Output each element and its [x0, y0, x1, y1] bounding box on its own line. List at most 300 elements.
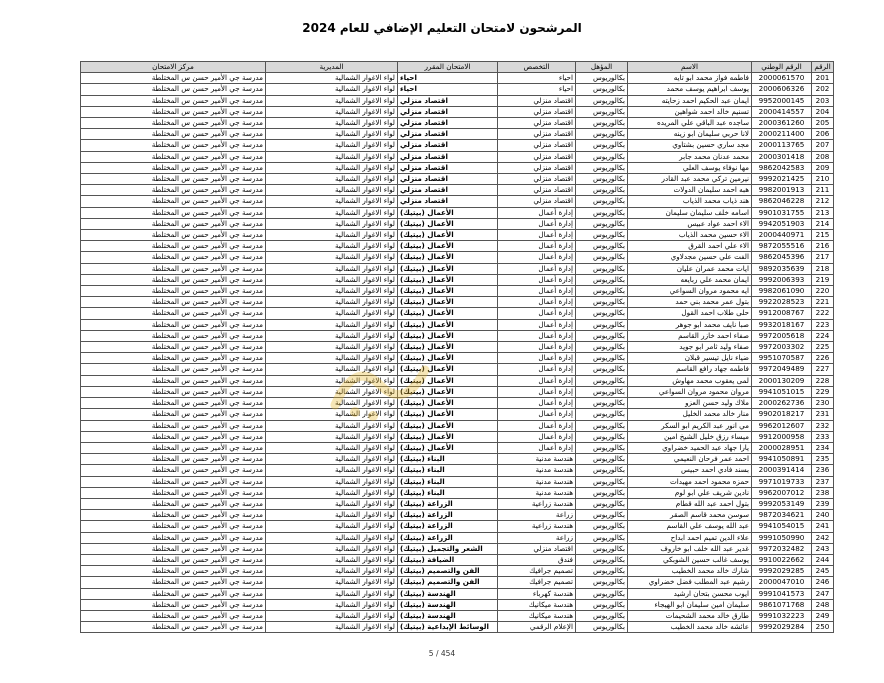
- cell-directorate: لواء الاغوار الشمالية: [266, 353, 398, 364]
- cell-exam-center: مدرسة جي الأمير حسن س المختلطة: [81, 319, 266, 330]
- cell-specialization: تصميم جرافيك: [498, 577, 576, 588]
- cell-exam: الأعمال (بيتيك): [398, 207, 498, 218]
- col-header-name: الاسم: [628, 62, 752, 73]
- cell-directorate: لواء الاغوار الشمالية: [266, 241, 398, 252]
- cell-national-id: 9962012607: [752, 420, 812, 431]
- cell-num: 224: [812, 330, 834, 341]
- cell-national-id: 2000113765: [752, 140, 812, 151]
- cell-qualification: بكالوريوس: [576, 263, 628, 274]
- cell-exam: الهندسة (بيتيك): [398, 610, 498, 621]
- cell-qualification: بكالوريوس: [576, 95, 628, 106]
- cell-directorate: لواء الاغوار الشمالية: [266, 230, 398, 241]
- cell-name: حلى طلاب احمد القول: [628, 308, 752, 319]
- cell-name: صفاء وليد ثامر ابو جويد: [628, 342, 752, 353]
- table-row: [81, 442, 834, 453]
- cell-national-id: 9991050990: [752, 532, 812, 543]
- cell-exam: الأعمال (بيتيك): [398, 297, 498, 308]
- cell-exam-center: مدرسة جي الأمير حسن س المختلطة: [81, 364, 266, 375]
- cell-national-id: 9872034621: [752, 510, 812, 521]
- cell-exam: احياء: [398, 73, 498, 84]
- cell-exam-center: مدرسة جي الأمير حسن س المختلطة: [81, 554, 266, 565]
- cell-qualification: بكالوريوس: [576, 241, 628, 252]
- table-row: [81, 398, 834, 409]
- cell-directorate: لواء الاغوار الشمالية: [266, 342, 398, 353]
- cell-specialization: إدارة أعمال: [498, 308, 576, 319]
- cell-exam-center: مدرسة جي الأمير حسن س المختلطة: [81, 286, 266, 297]
- cell-num: 250: [812, 622, 834, 633]
- cell-exam-center: مدرسة جي الأمير حسن س المختلطة: [81, 241, 266, 252]
- cell-exam: الأعمال (بيتيك): [398, 263, 498, 274]
- cell-exam-center: مدرسة جي الأمير حسن س المختلطة: [81, 599, 266, 610]
- cell-directorate: لواء الاغوار الشمالية: [266, 577, 398, 588]
- table-row: [81, 622, 834, 633]
- cell-exam-center: مدرسة جي الأمير حسن س المختلطة: [81, 151, 266, 162]
- cell-name: علاء الدين تميم احمد ابداح: [628, 532, 752, 543]
- cell-name: فاطمه فواز محمد ابو تايه: [628, 73, 752, 84]
- cell-name: ملاك وليد حسن العزو: [628, 398, 752, 409]
- cell-name: يوسف ابراهيم يوسف محمد: [628, 84, 752, 95]
- col-header-center: مركز الامتحان: [81, 62, 266, 73]
- cell-qualification: بكالوريوس: [576, 498, 628, 509]
- cell-num: 217: [812, 252, 834, 263]
- col-header-dir: المديرية: [266, 62, 398, 73]
- table-row: [81, 498, 834, 509]
- cell-directorate: لواء الاغوار الشمالية: [266, 297, 398, 308]
- cell-national-id: 9991041573: [752, 588, 812, 599]
- cell-specialization: احياء: [498, 84, 576, 95]
- cell-num: 212: [812, 196, 834, 207]
- cell-qualification: بكالوريوس: [576, 140, 628, 151]
- cell-name: مي انور عبد الكريم ابو السكر: [628, 420, 752, 431]
- cell-exam-center: مدرسة جي الأمير حسن س المختلطة: [81, 386, 266, 397]
- cell-exam-center: مدرسة جي الأمير حسن س المختلطة: [81, 577, 266, 588]
- cell-specialization: اقتصاد منزلي: [498, 151, 576, 162]
- table-row: [81, 118, 834, 129]
- cell-directorate: لواء الاغوار الشمالية: [266, 174, 398, 185]
- cell-national-id: 9982001913: [752, 185, 812, 196]
- cell-name: الاء حسين محمد الذياب: [628, 230, 752, 241]
- cell-num: 208: [812, 151, 834, 162]
- table-row: [81, 174, 834, 185]
- cell-num: 244: [812, 554, 834, 565]
- cell-national-id: 2000262736: [752, 398, 812, 409]
- table-row: [81, 84, 834, 95]
- cell-qualification: بكالوريوس: [576, 532, 628, 543]
- cell-national-id: 2000414557: [752, 106, 812, 117]
- cell-exam: الهندسة (بيتيك): [398, 588, 498, 599]
- cell-exam-center: مدرسة جي الأمير حسن س المختلطة: [81, 230, 266, 241]
- cell-qualification: بكالوريوس: [576, 118, 628, 129]
- cell-directorate: لواء الاغوار الشمالية: [266, 151, 398, 162]
- cell-national-id: 9902018217: [752, 409, 812, 420]
- cell-num: 246: [812, 577, 834, 588]
- cell-directorate: لواء الاغوار الشمالية: [266, 532, 398, 543]
- table-row: [81, 610, 834, 621]
- cell-name: بتول احمد عبد الله قطام: [628, 498, 752, 509]
- cell-specialization: إدارة أعمال: [498, 431, 576, 442]
- cell-num: 225: [812, 342, 834, 353]
- cell-specialization: إدارة أعمال: [498, 218, 576, 229]
- cell-num: 236: [812, 465, 834, 476]
- cell-directorate: لواء الاغوار الشمالية: [266, 622, 398, 633]
- cell-num: 237: [812, 476, 834, 487]
- cell-exam-center: مدرسة جي الأمير حسن س المختلطة: [81, 353, 266, 364]
- cell-exam: الأعمال (بيتيك): [398, 420, 498, 431]
- cell-directorate: لواء الاغوار الشمالية: [266, 431, 398, 442]
- cell-qualification: بكالوريوس: [576, 487, 628, 498]
- cell-name: اسامه خلف سليمان سليمان: [628, 207, 752, 218]
- cell-exam: الأعمال (بيتيك): [398, 252, 498, 263]
- cell-specialization: إدارة أعمال: [498, 386, 576, 397]
- table-row: [81, 431, 834, 442]
- cell-num: 247: [812, 588, 834, 599]
- cell-qualification: بكالوريوس: [576, 554, 628, 565]
- cell-directorate: لواء الاغوار الشمالية: [266, 84, 398, 95]
- cell-exam-center: مدرسة جي الأمير حسن س المختلطة: [81, 442, 266, 453]
- cell-exam: اقتصاد منزلي: [398, 196, 498, 207]
- cell-num: 231: [812, 409, 834, 420]
- table-row: [81, 129, 834, 140]
- cell-directorate: لواء الاغوار الشمالية: [266, 364, 398, 375]
- table-row: [81, 543, 834, 554]
- cell-national-id: 9952000145: [752, 95, 812, 106]
- cell-directorate: لواء الاغوار الشمالية: [266, 543, 398, 554]
- table-row: [81, 241, 834, 252]
- cell-national-id: 2000130209: [752, 375, 812, 386]
- cell-exam-center: مدرسة جي الأمير حسن س المختلطة: [81, 543, 266, 554]
- table-row: [81, 353, 834, 364]
- cell-specialization: إدارة أعمال: [498, 274, 576, 285]
- cell-qualification: بكالوريوس: [576, 454, 628, 465]
- table-row: [81, 151, 834, 162]
- cell-exam-center: مدرسة جي الأمير حسن س المختلطة: [81, 398, 266, 409]
- cell-national-id: 9992053149: [752, 498, 812, 509]
- cell-directorate: لواء الاغوار الشمالية: [266, 140, 398, 151]
- cell-exam: اقتصاد منزلي: [398, 151, 498, 162]
- cell-directorate: لواء الاغوار الشمالية: [266, 207, 398, 218]
- cell-exam: الزراعة (بيتيك): [398, 510, 498, 521]
- col-header-num: الرقم: [812, 62, 834, 73]
- cell-qualification: بكالوريوس: [576, 610, 628, 621]
- cell-specialization: إدارة أعمال: [498, 330, 576, 341]
- cell-qualification: بكالوريوس: [576, 319, 628, 330]
- cell-exam: الأعمال (بيتيك): [398, 286, 498, 297]
- cell-qualification: بكالوريوس: [576, 308, 628, 319]
- cell-exam-center: مدرسة جي الأمير حسن س المختلطة: [81, 252, 266, 263]
- cell-specialization: هندسة مدنية: [498, 465, 576, 476]
- table-row: [81, 263, 834, 274]
- cell-exam: الزراعة (بيتيك): [398, 498, 498, 509]
- cell-exam-center: مدرسة جي الأمير حسن س المختلطة: [81, 420, 266, 431]
- cell-directorate: لواء الاغوار الشمالية: [266, 510, 398, 521]
- cell-specialization: احياء: [498, 73, 576, 84]
- cell-name: لانا حربي سليمان ابو زينه: [628, 129, 752, 140]
- cell-national-id: 9941050891: [752, 454, 812, 465]
- cell-national-id: 9992029284: [752, 622, 812, 633]
- cell-exam-center: مدرسة جي الأمير حسن س المختلطة: [81, 308, 266, 319]
- cell-national-id: 2000391414: [752, 465, 812, 476]
- cell-exam: الفن والتصميم (بيتيك): [398, 577, 498, 588]
- cell-exam: الأعمال (بيتيك): [398, 330, 498, 341]
- cell-exam: الأعمال (بيتيك): [398, 409, 498, 420]
- cell-name: محمد عدنان محمد جابر: [628, 151, 752, 162]
- cell-qualification: بكالوريوس: [576, 364, 628, 375]
- cell-name: فاطمه جهاد رافع القاسم: [628, 364, 752, 375]
- cell-national-id: 2000061570: [752, 73, 812, 84]
- cell-exam-center: مدرسة جي الأمير حسن س المختلطة: [81, 263, 266, 274]
- cell-directorate: لواء الاغوار الشمالية: [266, 420, 398, 431]
- cell-qualification: بكالوريوس: [576, 398, 628, 409]
- cell-exam-center: مدرسة جي الأمير حسن س المختلطة: [81, 566, 266, 577]
- cell-name: طارق خالد محمد الشحيمات: [628, 610, 752, 621]
- cell-name: عائشه خالد محمد الخطيب: [628, 622, 752, 633]
- cell-exam: اقتصاد منزلي: [398, 185, 498, 196]
- cell-exam: الأعمال (بيتيك): [398, 319, 498, 330]
- cell-qualification: بكالوريوس: [576, 330, 628, 341]
- cell-exam-center: مدرسة جي الأمير حسن س المختلطة: [81, 174, 266, 185]
- cell-national-id: 9991032223: [752, 610, 812, 621]
- cell-directorate: لواء الاغوار الشمالية: [266, 330, 398, 341]
- table-row: [81, 386, 834, 397]
- cell-directorate: لواء الاغوار الشمالية: [266, 196, 398, 207]
- cell-num: 234: [812, 442, 834, 453]
- cell-num: 229: [812, 386, 834, 397]
- cell-exam: الأعمال (بيتيك): [398, 442, 498, 453]
- cell-directorate: لواء الاغوار الشمالية: [266, 398, 398, 409]
- cell-specialization: إدارة أعمال: [498, 398, 576, 409]
- cell-name: صبا نايف محمد ابو جوهر: [628, 319, 752, 330]
- table-row: [81, 599, 834, 610]
- cell-exam: الهندسة (بيتيك): [398, 599, 498, 610]
- cell-exam-center: مدرسة جي الأمير حسن س المختلطة: [81, 622, 266, 633]
- cell-exam: الأعمال (بيتيك): [398, 218, 498, 229]
- cell-national-id: 9971019733: [752, 476, 812, 487]
- cell-qualification: بكالوريوس: [576, 196, 628, 207]
- cell-directorate: لواء الاغوار الشمالية: [266, 465, 398, 476]
- cell-exam: الأعمال (بيتيك): [398, 353, 498, 364]
- table-row: [81, 510, 834, 521]
- cell-qualification: بكالوريوس: [576, 84, 628, 95]
- cell-directorate: لواء الاغوار الشمالية: [266, 442, 398, 453]
- table-row: [81, 106, 834, 117]
- cell-directorate: لواء الاغوار الشمالية: [266, 599, 398, 610]
- cell-exam-center: مدرسة جي الأمير حسن س المختلطة: [81, 330, 266, 341]
- table-row: [81, 252, 834, 263]
- cell-name: ميساء رزق خليل الشيخ امين: [628, 431, 752, 442]
- cell-num: 204: [812, 106, 834, 117]
- cell-national-id: 9972003302: [752, 342, 812, 353]
- cell-national-id: 9972032482: [752, 543, 812, 554]
- cell-exam-center: مدرسة جي الأمير حسن س المختلطة: [81, 218, 266, 229]
- cell-qualification: بكالوريوس: [576, 566, 628, 577]
- cell-name: ايه محمود مروان السواعي: [628, 286, 752, 297]
- cell-name: احمد عمر فرحان النعيمي: [628, 454, 752, 465]
- table-row: [81, 185, 834, 196]
- cell-num: 230: [812, 398, 834, 409]
- table-row: [81, 230, 834, 241]
- cell-qualification: بكالوريوس: [576, 409, 628, 420]
- table-row: [81, 207, 834, 218]
- cell-directorate: لواء الاغوار الشمالية: [266, 162, 398, 173]
- cell-specialization: إدارة أعمال: [498, 286, 576, 297]
- cell-specialization: إدارة أعمال: [498, 353, 576, 364]
- page-number: 5 / 454: [428, 649, 456, 658]
- cell-exam: اقتصاد منزلي: [398, 95, 498, 106]
- cell-national-id: 9912000958: [752, 431, 812, 442]
- cell-name: منار خالد محمد الخليل: [628, 409, 752, 420]
- cell-name: الفت علي حسين مجدلاوي: [628, 252, 752, 263]
- cell-specialization: إدارة أعمال: [498, 241, 576, 252]
- cell-num: 242: [812, 532, 834, 543]
- cell-exam: الأعمال (بيتيك): [398, 398, 498, 409]
- cell-num: 207: [812, 140, 834, 151]
- cell-exam-center: مدرسة جي الأمير حسن س المختلطة: [81, 487, 266, 498]
- cell-num: 202: [812, 84, 834, 95]
- cell-num: 220: [812, 286, 834, 297]
- cell-exam: الأعمال (بيتيك): [398, 364, 498, 375]
- table-row: [81, 554, 834, 565]
- cell-exam: الشعر والتجميل (بيتيك): [398, 543, 498, 554]
- cell-exam-center: مدرسة جي الأمير حسن س المختلطة: [81, 118, 266, 129]
- table-row: [81, 476, 834, 487]
- cell-directorate: لواء الاغوار الشمالية: [266, 386, 398, 397]
- table-row: [81, 566, 834, 577]
- cell-exam: الأعمال (بيتيك): [398, 375, 498, 386]
- cell-qualification: بكالوريوس: [576, 162, 628, 173]
- cell-exam-center: مدرسة جي الأمير حسن س المختلطة: [81, 476, 266, 487]
- table-row: [81, 95, 834, 106]
- cell-qualification: بكالوريوس: [576, 230, 628, 241]
- cell-exam: الزراعة (بيتيك): [398, 532, 498, 543]
- cell-specialization: اقتصاد منزلي: [498, 95, 576, 106]
- cell-national-id: 9862045396: [752, 252, 812, 263]
- cell-national-id: 9962007012: [752, 487, 812, 498]
- cell-exam-center: مدرسة جي الأمير حسن س المختلطة: [81, 521, 266, 532]
- cell-name: صفاء احمد خازر القاسم: [628, 330, 752, 341]
- table-row: [81, 375, 834, 386]
- cell-specialization: اقتصاد منزلي: [498, 174, 576, 185]
- cell-exam: الزراعة (بيتيك): [398, 521, 498, 532]
- cell-specialization: اقتصاد منزلي: [498, 118, 576, 129]
- cell-specialization: اقتصاد منزلي: [498, 185, 576, 196]
- cell-directorate: لواء الاغوار الشمالية: [266, 118, 398, 129]
- cell-specialization: زراعة: [498, 510, 576, 521]
- cell-exam: الفن والتصميم (بيتيك): [398, 566, 498, 577]
- cell-qualification: بكالوريوس: [576, 207, 628, 218]
- cell-specialization: إدارة أعمال: [498, 409, 576, 420]
- cell-specialization: إدارة أعمال: [498, 230, 576, 241]
- cell-num: 201: [812, 73, 834, 84]
- cell-exam-center: مدرسة جي الأمير حسن س المختلطة: [81, 162, 266, 173]
- cell-exam: الضيافة (بيتيك): [398, 554, 498, 565]
- table-row: [81, 286, 834, 297]
- cell-name: الاء علي احمد القرق: [628, 241, 752, 252]
- cell-directorate: لواء الاغوار الشمالية: [266, 319, 398, 330]
- cell-exam: اقتصاد منزلي: [398, 140, 498, 151]
- cell-name: يوسف غالب حسين الشوبكي: [628, 554, 752, 565]
- cell-qualification: بكالوريوس: [576, 622, 628, 633]
- cell-num: 240: [812, 510, 834, 521]
- cell-num: 233: [812, 431, 834, 442]
- cell-exam: اقتصاد منزلي: [398, 118, 498, 129]
- cell-exam: الأعمال (بيتيك): [398, 342, 498, 353]
- cell-exam: البناء (بيتيك): [398, 454, 498, 465]
- cell-directorate: لواء الاغوار الشمالية: [266, 129, 398, 140]
- cell-num: 219: [812, 274, 834, 285]
- cell-name: سليمان امين سليمان ابو الهيجاء: [628, 599, 752, 610]
- cell-exam-center: مدرسة جي الأمير حسن س المختلطة: [81, 498, 266, 509]
- cell-directorate: لواء الاغوار الشمالية: [266, 106, 398, 117]
- table-row: [81, 532, 834, 543]
- cell-exam-center: مدرسة جي الأمير حسن س المختلطة: [81, 140, 266, 151]
- cell-directorate: لواء الاغوار الشمالية: [266, 274, 398, 285]
- cell-qualification: بكالوريوس: [576, 252, 628, 263]
- cell-specialization: هندسة ميكانيك: [498, 599, 576, 610]
- table-row: [81, 319, 834, 330]
- cell-exam-center: مدرسة جي الأمير حسن س المختلطة: [81, 207, 266, 218]
- cell-directorate: لواء الاغوار الشمالية: [266, 476, 398, 487]
- cell-num: 213: [812, 207, 834, 218]
- cell-num: 221: [812, 297, 834, 308]
- cell-name: شارك خالد محمد الخطيب: [628, 566, 752, 577]
- cell-exam: الأعمال (بيتيك): [398, 308, 498, 319]
- cell-specialization: اقتصاد منزلي: [498, 162, 576, 173]
- cell-exam-center: مدرسة جي الأمير حسن س المختلطة: [81, 106, 266, 117]
- cell-name: نيرمين تركي محمد عبد القادر: [628, 174, 752, 185]
- cell-num: 210: [812, 174, 834, 185]
- cell-name: مها نوفاء يوسف العلي: [628, 162, 752, 173]
- cell-specialization: هندسة مدنية: [498, 454, 576, 465]
- cell-national-id: 9992006393: [752, 274, 812, 285]
- cell-specialization: إدارة أعمال: [498, 252, 576, 263]
- cell-specialization: إدارة أعمال: [498, 375, 576, 386]
- cell-qualification: بكالوريوس: [576, 599, 628, 610]
- table-row: [81, 308, 834, 319]
- cell-qualification: بكالوريوس: [576, 431, 628, 442]
- cell-exam-center: مدرسة جي الأمير حسن س المختلطة: [81, 196, 266, 207]
- col-header-exam: الامتحان المقرر: [398, 62, 498, 73]
- cell-exam-center: مدرسة جي الأمير حسن س المختلطة: [81, 342, 266, 353]
- table-row: [81, 73, 834, 84]
- cell-name: الاء احمد عواد عبيس: [628, 218, 752, 229]
- table-row: [81, 521, 834, 532]
- cell-directorate: لواء الاغوار الشمالية: [266, 554, 398, 565]
- cell-num: 223: [812, 319, 834, 330]
- table-header-row: [81, 62, 834, 73]
- cell-directorate: لواء الاغوار الشمالية: [266, 73, 398, 84]
- cell-specialization: هندسة كهرباء: [498, 588, 576, 599]
- cell-exam-center: مدرسة جي الأمير حسن س المختلطة: [81, 185, 266, 196]
- cell-directorate: لواء الاغوار الشمالية: [266, 588, 398, 599]
- col-header-national: الرقم الوطني: [752, 62, 812, 73]
- cell-national-id: 9872055516: [752, 241, 812, 252]
- cell-num: 232: [812, 420, 834, 431]
- cell-qualification: بكالوريوس: [576, 420, 628, 431]
- cell-name: ايمان محمد علي ربايعه: [628, 274, 752, 285]
- table-row: [81, 588, 834, 599]
- table-row: [81, 454, 834, 465]
- cell-qualification: بكالوريوس: [576, 588, 628, 599]
- cell-num: 228: [812, 375, 834, 386]
- cell-name: ايات محمد عمران عليان: [628, 263, 752, 274]
- cell-specialization: اقتصاد منزلي: [498, 129, 576, 140]
- cell-name: تسنيم خالد احمد شواهين: [628, 106, 752, 117]
- table-row: [81, 330, 834, 341]
- table-row: [81, 297, 834, 308]
- cell-directorate: لواء الاغوار الشمالية: [266, 185, 398, 196]
- cell-exam: الأعمال (بيتيك): [398, 230, 498, 241]
- cell-exam-center: مدرسة جي الأمير حسن س المختلطة: [81, 73, 266, 84]
